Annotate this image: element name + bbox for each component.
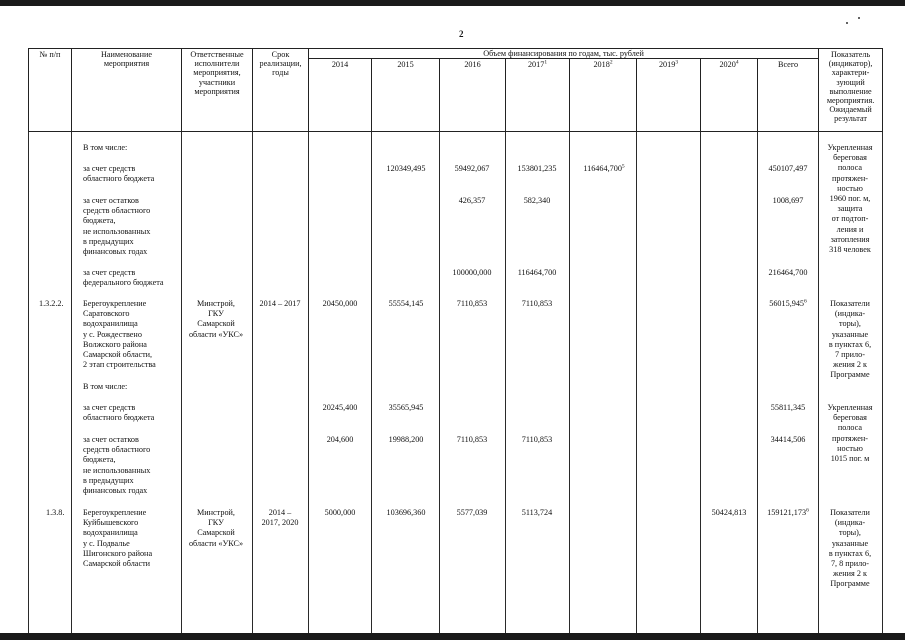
column-rule	[308, 132, 309, 633]
table-header	[28, 48, 883, 132]
header-name: Наименование мероприятия	[72, 49, 182, 132]
cell-2016: 59492,067	[454, 164, 490, 173]
column-rule	[757, 132, 758, 633]
indicator-text: Укрепленная береговая полоса протяжен- ностью 1960 пог. м, защита от подтоп- ления и затопления 318 человек	[827, 143, 873, 255]
column-rule	[252, 132, 253, 633]
row-number: 1.3.8.	[46, 508, 65, 517]
term: 2014 – 2017, 2020	[261, 508, 299, 528]
measure-name: Берегоукрепление Саратовского водохранилища у с. Рождествено Волжского района Самарской области, 2 этап строительства	[83, 299, 156, 370]
header-financing: Объем финансирования по годам, тыс. рублей	[309, 49, 819, 59]
scan-speck	[858, 17, 860, 19]
row-label: за счет остатков средств областного бюджета, не использованных в предыдущих финансовых годах	[83, 435, 151, 496]
header-year-2020: 2020$^4$	[701, 59, 758, 132]
row-label: В том числе:	[83, 143, 128, 152]
cell-2020: 50424,813	[711, 508, 747, 517]
cell-2014: 20245,400	[322, 403, 358, 412]
cell-2014: 204,600	[326, 435, 354, 444]
column-rule	[636, 132, 637, 633]
cell-2017: 582,340	[523, 196, 551, 205]
cell-2015: 120349,495	[386, 164, 426, 173]
cell-2016: 100000,000	[452, 268, 492, 277]
header-year-2018: 2018$^2$	[570, 59, 637, 132]
header-num: № п/п	[29, 49, 72, 132]
cell-2014: 5000,000	[324, 508, 356, 517]
column-rule	[71, 132, 72, 633]
column-rule	[700, 132, 701, 633]
column-rule	[818, 132, 819, 633]
header-total: Всего	[758, 59, 819, 132]
cell-2018: 116464,700$^5$	[583, 163, 625, 173]
row-number: 1.3.2.2.	[39, 299, 64, 308]
cell-2015: 103696,360	[386, 508, 426, 517]
cell-2017: 116464,700	[517, 268, 557, 277]
cell-total: 216464,700	[768, 268, 808, 277]
column-rule	[882, 132, 883, 633]
cell-total: 34414,506	[770, 435, 806, 444]
header-year-2017: 2017$^1$	[506, 59, 570, 132]
responsible: Минстрой, ГКУ Самарской области «УКС»	[188, 508, 244, 548]
header-term: Срок реализации, годы	[253, 49, 309, 132]
column-rule	[181, 132, 182, 633]
row-label: за счет средств областного бюджета	[83, 164, 155, 184]
cell-total: 159121,173$^6$	[767, 507, 809, 517]
row-label: В том числе:	[83, 382, 128, 391]
column-rule	[569, 132, 570, 633]
cell-2017: 5113,724	[521, 508, 553, 517]
column-rule	[371, 132, 372, 633]
cell-total: 1008,697	[772, 196, 804, 205]
header-responsible: Ответственные исполнители мероприятия, участники мероприятия	[182, 49, 253, 132]
cell-2014: 20450,000	[322, 299, 358, 308]
indicator-text: Укрепленная береговая полоса протяжен- ностью 1015 пог. м	[827, 403, 873, 464]
indicator-text: Показатели (индика- торы), указанные в пунктах 6, 7, 8 прило- жения 2 к Программе	[828, 508, 872, 589]
cell-2016: 7110,853	[456, 435, 488, 444]
cell-2016: 7110,853	[456, 299, 488, 308]
cell-2015: 55554,145	[388, 299, 424, 308]
cell-2016: 426,357	[458, 196, 486, 205]
top-border	[0, 0, 905, 6]
row-label: за счет остатков средств областного бюджета, не использованных в предыдущих финансовых годах	[83, 196, 151, 257]
scan-speck	[846, 22, 848, 24]
cell-total: 450107,497	[768, 164, 808, 173]
column-rule	[505, 132, 506, 633]
responsible: Минстрой, ГКУ Самарской области «УКС»	[188, 299, 244, 339]
header-year-2019: 2019$^3$	[637, 59, 701, 132]
cell-2017: 7110,853	[521, 299, 553, 308]
header-year-2016: 2016	[440, 59, 506, 132]
cell-2016: 5577,039	[456, 508, 488, 517]
term: 2014 – 2017	[259, 299, 301, 308]
column-rule	[439, 132, 440, 633]
row-label: за счет средств федерального бюджета	[83, 268, 164, 288]
header-year-2015: 2015	[372, 59, 440, 132]
header-year-2014: 2014	[309, 59, 372, 132]
cell-total: 56015,945$^6$	[769, 298, 807, 308]
cell-2015: 19988,200	[388, 435, 424, 444]
cell-2017: 153801,235	[517, 164, 557, 173]
column-rule	[28, 132, 29, 633]
cell-2015: 35565,945	[388, 403, 424, 412]
indicator-text: Показатели (индика- торы), указанные в пунктах 6, 7 прило- жения 2 к Программе	[828, 299, 872, 380]
measure-name: Берегоукрепление Куйбышевского водохранилища у с. Подвалье Шигонского района Самарской области	[83, 508, 153, 569]
row-label: за счет средств областного бюджета	[83, 403, 155, 423]
cell-2017: 7110,853	[521, 435, 553, 444]
page-number: 2	[459, 29, 464, 39]
bottom-border	[0, 633, 905, 640]
cell-total: 55811,345	[770, 403, 806, 412]
header-indicator: Показатель (индикатор), характери- зующий выполнение мероприятия. Ожидаемый результат	[819, 49, 883, 132]
